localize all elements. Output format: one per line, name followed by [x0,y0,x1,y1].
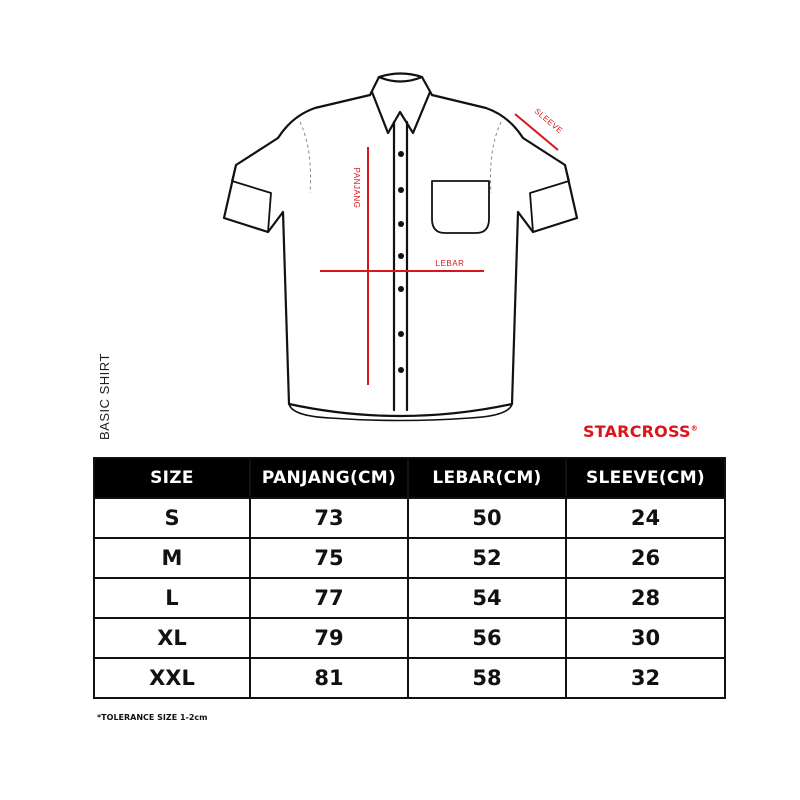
brand-logo [583,422,698,441]
table-row [94,538,725,578]
panjang-cell: 73 [250,498,408,538]
size-cell: S [94,498,250,538]
table-row [94,578,725,618]
panjang-cell: 79 [250,618,408,658]
lebar-header: LEBAR(CM) [408,458,566,498]
panjang-cell: 77 [250,578,408,618]
brand-name: STARCROSS [583,422,691,441]
lebar-cell: 56 [408,618,566,658]
lebar-label: LEBAR [435,259,465,268]
shirt-buttons [398,151,404,373]
sleeve-cell: 30 [566,618,725,658]
sleeve-header: SLEEVE(CM) [566,458,725,498]
shirt-seams [300,122,501,193]
sleeve-cell: 28 [566,578,725,618]
table-row [94,498,725,538]
panjang-label: PANJANG [352,167,361,209]
sleeve-cell: 24 [566,498,725,538]
product-type-label: BASIC SHIRT [97,353,112,440]
table-row [94,658,725,698]
measurement-lines [320,114,558,385]
lebar-cell: 52 [408,538,566,578]
lebar-cell: 50 [408,498,566,538]
registered-mark: ® [690,424,698,433]
tolerance-note: *TOLERANCE SIZE 1-2cm [97,713,208,722]
lebar-cell: 54 [408,578,566,618]
sleeve-cell: 32 [566,658,725,698]
panjang-header: PANJANG(CM) [250,458,408,498]
size-cell: M [94,538,250,578]
table-row [94,618,725,658]
size-header: SIZE [94,458,250,498]
panjang-cell: 75 [250,538,408,578]
size-cell: L [94,578,250,618]
size-cell: XXL [94,658,250,698]
sleeve-cell: 26 [566,538,725,578]
table-header-row [94,458,725,498]
lebar-cell: 58 [408,658,566,698]
size-cell: XL [94,618,250,658]
panjang-cell: 81 [250,658,408,698]
sleeve-label: SLEEVE [532,106,565,136]
size-chart-table [93,457,726,699]
